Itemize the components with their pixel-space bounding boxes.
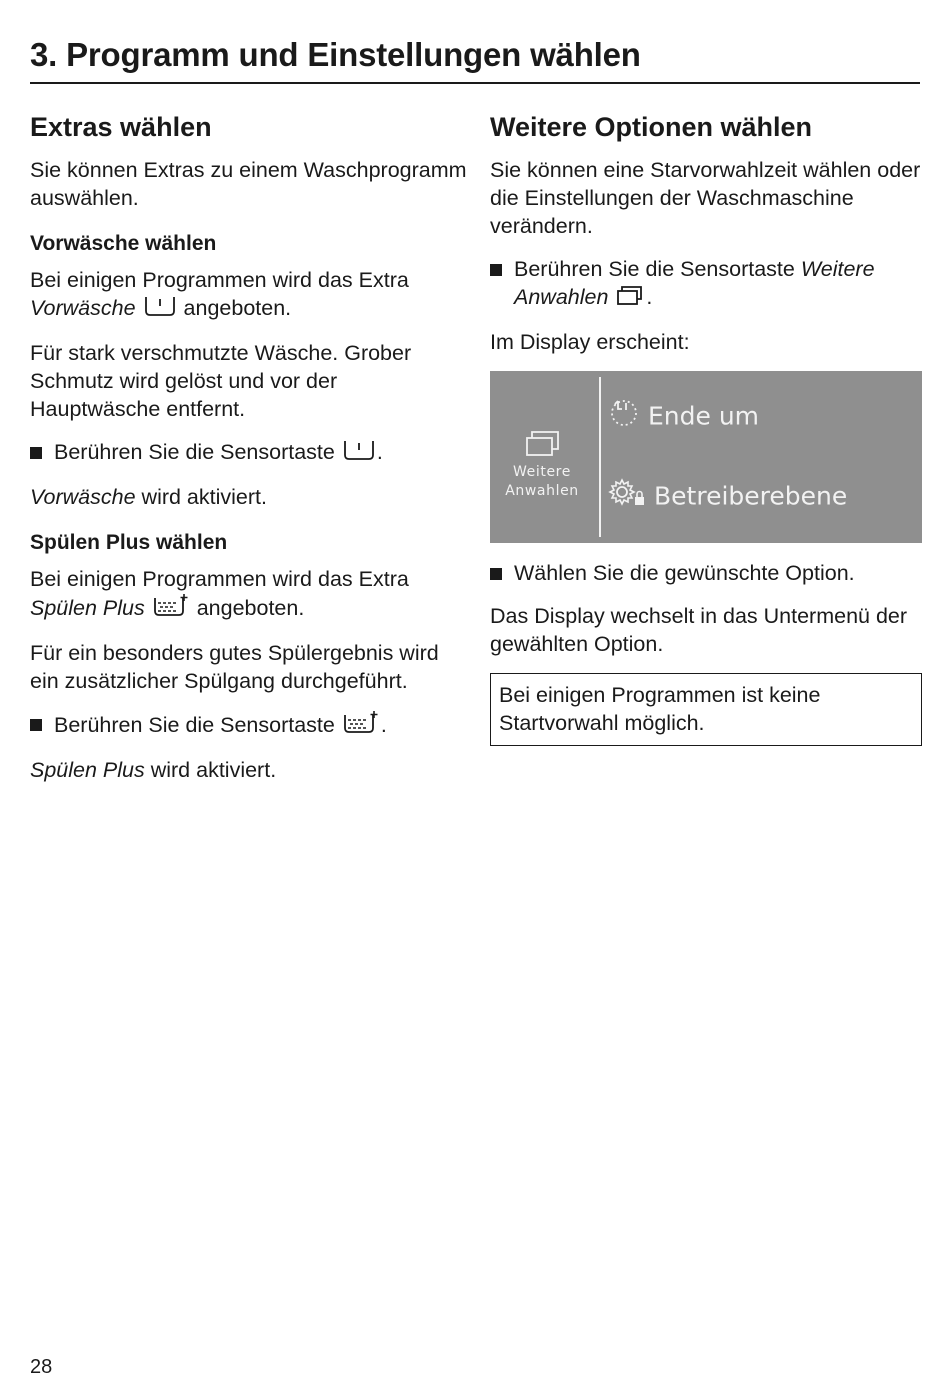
rinse-plus-paragraph-1: Bei einigen Programmen wird das Extra Spülen Plus angeboten. bbox=[30, 565, 470, 624]
bullet-square bbox=[30, 447, 42, 459]
bullet-square bbox=[30, 719, 42, 731]
rinse-plus-step: Berühren Sie die Sensortaste . bbox=[30, 710, 470, 741]
bullet-square bbox=[490, 264, 502, 276]
display-screen bbox=[490, 371, 922, 543]
windows-stack-icon bbox=[525, 429, 561, 461]
options-heading: Weitere Optionen wählen bbox=[490, 112, 813, 142]
rinse-plus-heading: Spülen Plus wählen bbox=[30, 531, 228, 554]
extras-intro: Sie können Extras zu einem Waschprogramm auswählen. bbox=[30, 158, 467, 210]
display-caption: Im Display erscheint: bbox=[490, 330, 690, 354]
rinse-plus-paragraph-2: Für ein besonders gutes Spülergebnis wird ein zusätzlicher Spülgang durchgeführt. bbox=[30, 641, 439, 693]
prewash-tub-icon bbox=[144, 295, 176, 324]
options-intro: Sie können eine Starvorwahlzeit wählen oder die Einstellungen der Waschmaschine verändern. bbox=[490, 158, 921, 238]
display-option-operator-level: Betreiberebene bbox=[608, 477, 847, 515]
page-number: 28 bbox=[30, 1356, 53, 1378]
note-box bbox=[490, 673, 922, 746]
options-step-1: Berühren Sie die Sensortaste Weitere Anwahlen . bbox=[490, 255, 922, 313]
note-text: Bei einigen Programmen ist keine Startvorwahl möglich. bbox=[499, 683, 821, 735]
prewash-paragraph-1: Bei einigen Programmen wird das Extra Vorwäsche angeboten. bbox=[30, 266, 470, 324]
rinse-plus-result: Spülen Plus wird aktiviert. bbox=[30, 758, 277, 782]
page-title: 3. Programm und Einstellungen wählen bbox=[30, 36, 920, 84]
extras-heading: Extras wählen bbox=[30, 112, 212, 142]
bullet-square bbox=[490, 568, 502, 580]
options-after: Das Display wechselt in das Untermenü der gewählten Option. bbox=[490, 604, 908, 656]
prewash-result: Vorwäsche wird aktiviert. bbox=[30, 485, 267, 509]
prewash-step: Berühren Sie die Sensortaste . bbox=[30, 438, 470, 468]
right-column bbox=[490, 110, 922, 746]
windows-stack-icon bbox=[616, 284, 644, 313]
display-divider bbox=[599, 377, 601, 537]
display-option-end-time: Ende um bbox=[608, 397, 759, 435]
left-column bbox=[30, 110, 470, 799]
delay-start-clock-icon bbox=[608, 397, 640, 435]
prewash-tub-icon bbox=[343, 439, 375, 468]
gear-lock-icon bbox=[608, 477, 646, 515]
rinse-plus-icon bbox=[343, 710, 379, 741]
options-step-2: Wählen Sie die gewünschte Option. bbox=[490, 559, 922, 587]
prewash-paragraph-2: Für stark verschmutzte Wäsche. Grober Schmutz wird gelöst und vor der Hauptwäsche entfernt. bbox=[30, 341, 412, 421]
display-more-selections-label: Weitere Anwahlen bbox=[505, 464, 579, 499]
prewash-heading: Vorwäsche wählen bbox=[30, 232, 217, 255]
rinse-plus-icon bbox=[153, 593, 189, 624]
